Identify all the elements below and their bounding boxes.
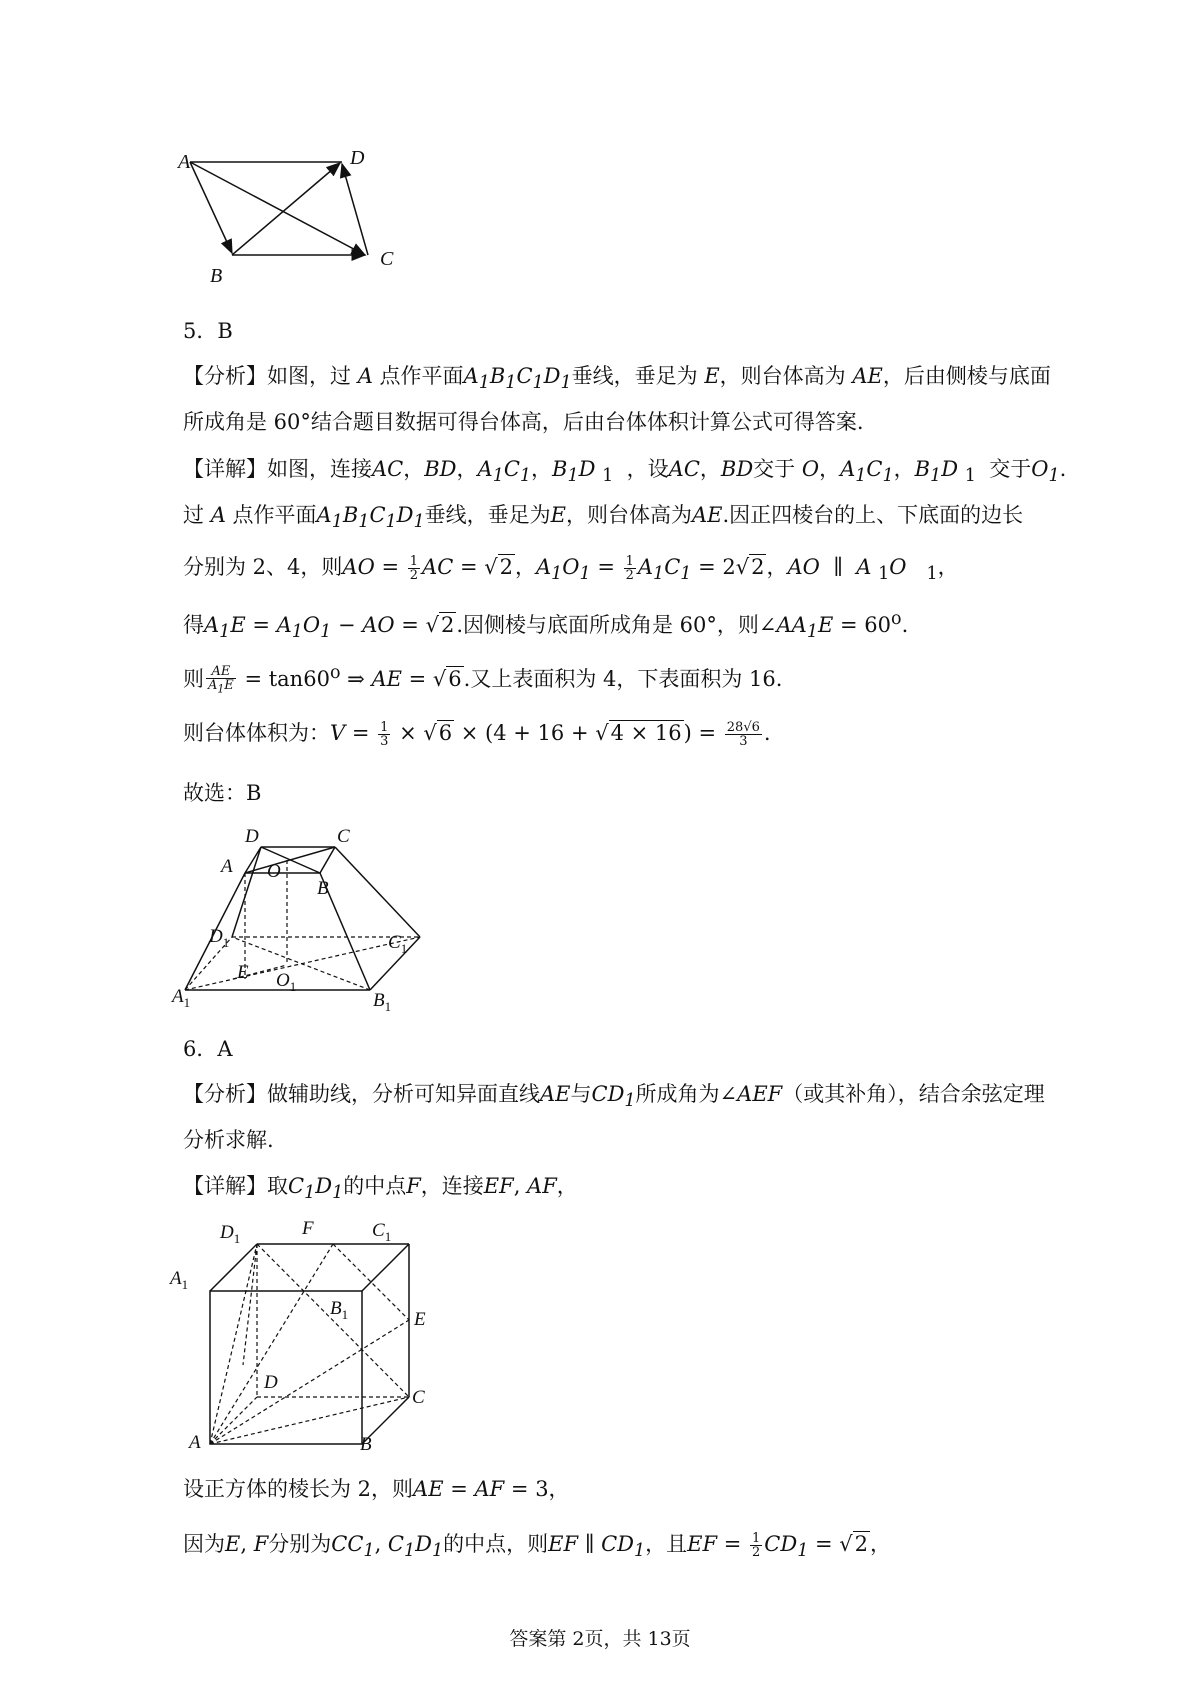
label-C1: $C_1$	[372, 1220, 392, 1244]
seg-ac	[210, 1397, 409, 1444]
label-E: E	[414, 1309, 426, 1330]
q5-detail-line2: 过 A 点作平面$A_1B_1C_1D_1$垂线，垂足为E，则台体高为AE.因正四棱台的上、下底面的边长	[183, 503, 1024, 533]
q5-analysis-line2: 所成角是 60°结合题目数据可得台体高，后由台体体积计算公式可得答案.	[183, 410, 864, 434]
label-a: A	[178, 151, 191, 173]
q5-detail-line6: 则台体体积为：V = $\frac{1}{3}$ × √6 × (4 + 16 + √4 × 16) = $\frac{28√6}{3}$ .	[183, 720, 771, 749]
label-A1: $A_1$	[172, 986, 191, 1010]
label-O1: $O_1$	[276, 970, 297, 994]
edge-dd1	[232, 847, 261, 937]
label-D: D	[245, 826, 259, 847]
label-D1: $D_1$	[220, 1222, 241, 1246]
q5-detail-line5: 则 $\frac{AE}{A_1E}$ = $\tan 60^o$ ⇒ AE = √6.又上表面积为 4，下表面积为 16.	[183, 663, 783, 696]
label-D: D	[264, 1372, 278, 1393]
label-D1: $D_1$	[209, 926, 230, 950]
cube-figure	[170, 1210, 438, 1455]
q5-detail-line4: 得$A_1E = A_1O_1$ − AO = √2.因侧棱与底面所成角是 60°，则$\angle AA_1E = 60^o$.	[183, 609, 909, 643]
edge-b1c1	[362, 1244, 409, 1291]
q6-answer: 6．A	[183, 1037, 233, 1061]
label-C: C	[337, 826, 350, 847]
analysis-tag: 【分析】	[183, 364, 267, 388]
frustum-figure	[172, 820, 455, 1015]
edge-cc1	[335, 847, 420, 937]
seg-af	[210, 1244, 333, 1444]
seg-d1a2	[243, 1244, 257, 1365]
q5-answer: 5．B	[183, 319, 233, 343]
detail-tag: 【详解】	[183, 457, 267, 481]
label-E: E	[237, 962, 249, 983]
vector-ac	[190, 162, 365, 255]
label-b: B	[210, 265, 223, 287]
label-c: C	[380, 248, 394, 270]
label-B: B	[317, 878, 329, 899]
seg-ad1	[210, 1244, 257, 1444]
label-A1: $A_1$	[170, 1268, 189, 1292]
label-F: F	[302, 1218, 314, 1239]
q5-analysis-line1: 【分析】如图，过 A 点作平面$A_1B_1C_1D_1$垂线，垂足为 E，则台体高为 AE，后由侧棱与底面	[183, 364, 1051, 394]
q5-detail-line3: 分别为 2、4，则AO = $\frac{1}{2}$ AC = √2，$A_1O_1$ = $\frac{1}{2}$ $A_1C_1 = 2√2$，AO ∥ A $_1$O $_1$，	[183, 554, 959, 585]
q5-conclusion: 故选：B	[183, 781, 262, 805]
q6-detail-line3: 因为E, F分别为$CC_1$, $C_1D_1$的中点，则EF ∥ $CD_1$，且EF = $\frac{1}{2}$ $CD_1 = √2$，	[183, 1531, 892, 1562]
label-C: C	[412, 1387, 425, 1408]
q6-analysis-line1: 【分析】做辅助线，分析可知异面直线AE与$CD_1$所成角为∠AEF（或其补角），结合余弦定理	[183, 1082, 1045, 1112]
vector-bd	[232, 163, 340, 255]
label-A: A	[221, 856, 233, 877]
parallelogram-figure	[178, 147, 430, 300]
diag-b1d1	[232, 937, 370, 990]
label-d: D	[350, 147, 365, 169]
seg-ae	[210, 1320, 409, 1444]
label-B: B	[360, 1434, 372, 1455]
page-footer: 答案第 2页，共 13页	[509, 1628, 691, 1650]
label-C1: $C_1$	[388, 932, 408, 956]
label-O: O	[267, 861, 281, 882]
q6-analysis-line2: 分析求解.	[183, 1128, 274, 1152]
label-A: A	[189, 1432, 201, 1453]
vector-cd	[342, 164, 368, 255]
edge-ad	[210, 1397, 257, 1444]
label-B1: $B_1$	[373, 990, 392, 1014]
label-B1: $B_1$	[330, 1298, 349, 1322]
vector-ab	[190, 162, 232, 253]
q5-detail-line1: 【详解】如图，连接AC，BD，$A_1C_1$，$B_1D$ $_1$ ，设AC，BD交于 O，$A_1C_1$，$B_1D$ $_1$ 交于$O_1$.	[183, 457, 1067, 487]
q6-detail-line1: 【详解】取$C_1D_1$的中点F，连接EF, AF，	[183, 1174, 578, 1204]
q6-detail-line2: 设正方体的棱长为 2，则AE = AF = 3，	[183, 1477, 570, 1501]
edge-a1d1	[210, 1244, 257, 1291]
